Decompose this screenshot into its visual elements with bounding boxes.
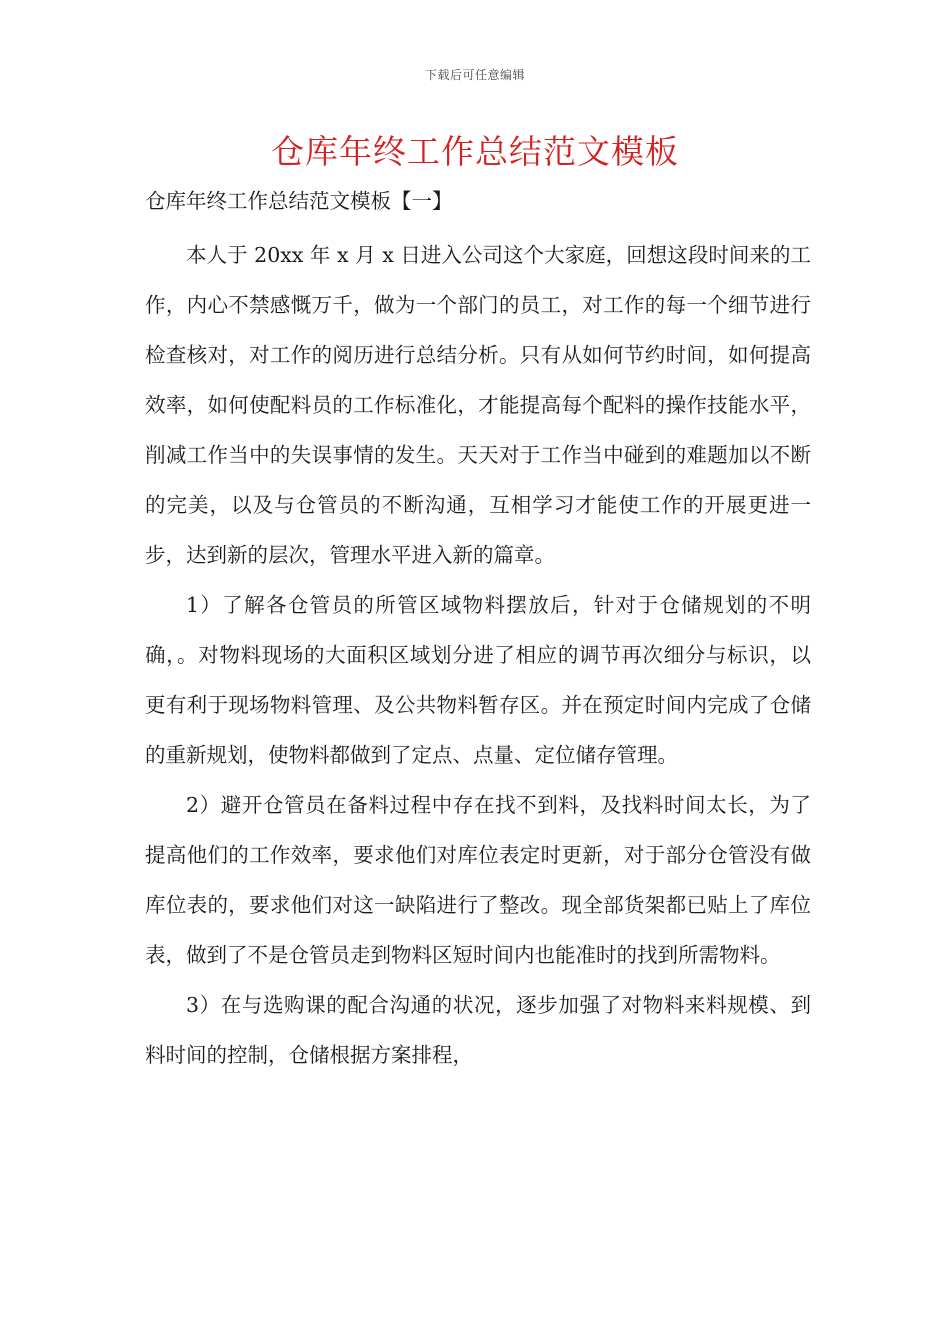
paragraph-item-2: 2）避开仓管员在备料过程中存在找不到料，及找料时间太长，为了提高他们的工作效率，要求他们对库位表定时更新，对于部分仓管没有做库位表的，要求他们对这一缺陷进行了整改。现全部货架都已贴上了库位表，做到了不是仓管员走到物料区短时间内也能准时的找到所需物料。 — [145, 793, 811, 967]
paragraph-item-1: 1）了解各仓管员的所管区域物料摆放后，针对于仓储规划的不明确，。对物料现场的大面积区域划分进了相应的调节再次细分与标识，以更有利于现场物料管理、及公共物料暂存区。并在预定时间内完成了仓储的重新规划，使物料都做到了定点、点量、定位储存管理。 — [145, 593, 811, 767]
document-body — [145, 230, 811, 1080]
section-subtitle: 仓库年终工作总结范文模板【一】 — [145, 189, 453, 213]
paragraph-intro: 本人于 20xx 年 x 月 x 日进入公司这个大家庭，回想这段时间来的工作，内心不禁感慨万千，做为一个部门的员工，对工作的每一个细节进行检查核对，对工作的阅历进行总结分析。只有从如何节约时间，如何提高效率，如何使配料员的工作标准化，才能提高每个配料的操作技能水平，削减工作当中的失误事情的发生。天天对于工作当中碰到的难题加以不断的完美，以及与仓管员的不断沟通，互相学习才能使工作的开展更进一步，达到新的层次，管理水平进入新的篇章。 — [145, 243, 811, 567]
header-note: 下载后可任意编辑 — [424, 68, 525, 82]
paragraph-item-3: 3）在与选购课的配合沟通的状况，逐步加强了对物料来料规模、到料时间的控制，仓储根据方案排程， — [145, 993, 811, 1067]
document-title: 仓库年终工作总结范文模板 — [271, 132, 679, 171]
